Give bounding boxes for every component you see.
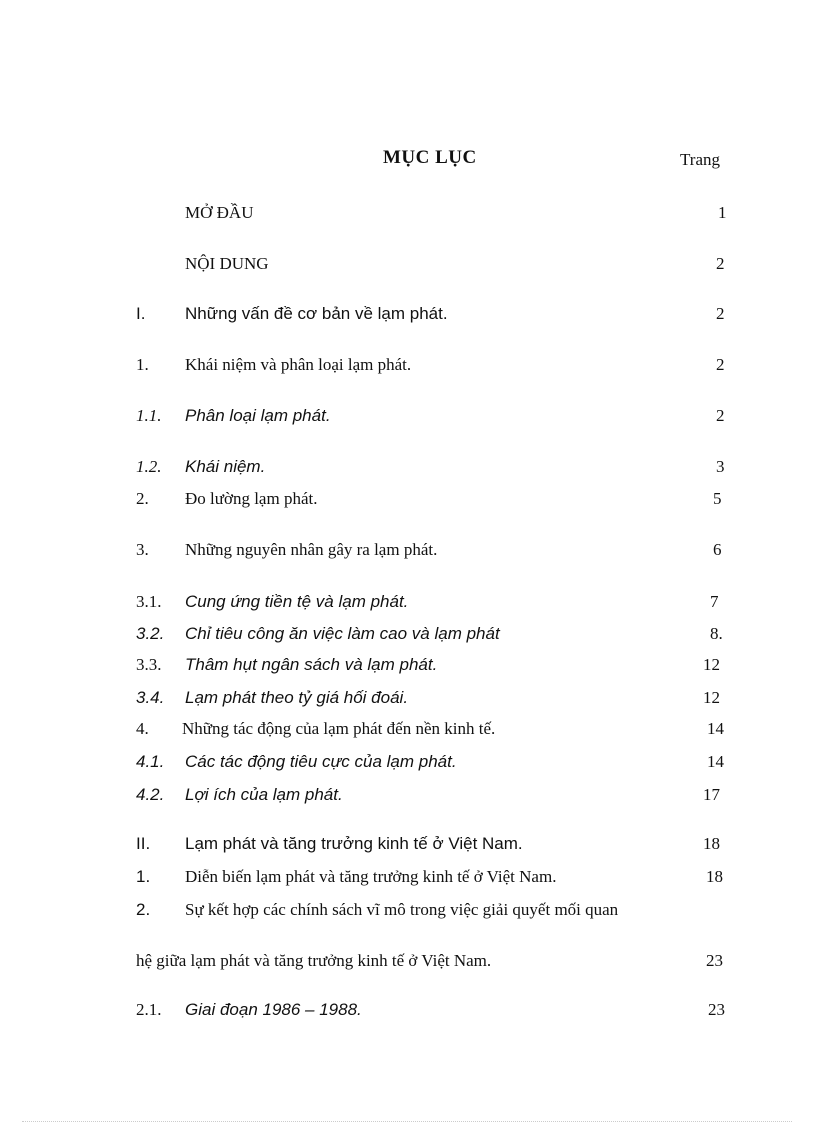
toc-entry-number: 3. — [136, 540, 149, 559]
toc-entry — [0, 867, 816, 891]
toc-entry-text: Diễn biến lạm phát và tăng trưởng kinh tế ở Việt Nam. — [185, 867, 557, 886]
toc-entry-text: Phân loại lạm phát. — [185, 406, 331, 425]
toc-entry — [0, 203, 816, 227]
toc-entry-number: 2. — [136, 900, 151, 919]
toc-entry-text: NỘI DUNG — [185, 254, 269, 273]
toc-entry-text: MỞ ĐẦU — [185, 203, 254, 222]
toc-entry-text: Lạm phát và tăng trưởng kinh tế ở Việt Nam. — [185, 834, 523, 853]
toc-entry-page: 5 — [713, 489, 722, 508]
toc-entry-text: Khái niệm. — [185, 457, 266, 476]
toc-entry-text: Sự kết hợp các chính sách vĩ mô trong việc giải quyết mối quan — [185, 900, 619, 919]
toc-entry-page: 23 — [706, 951, 723, 970]
toc-entry — [0, 254, 816, 278]
toc-entry-number: 4.2. — [136, 785, 165, 804]
toc-entry-text: Chỉ tiêu công ăn việc làm cao và lạm phát — [185, 624, 500, 643]
toc-entry — [0, 785, 816, 809]
toc-entry-number: I. — [136, 304, 146, 323]
toc-entry-page: 1 — [718, 203, 727, 222]
toc-entry — [0, 719, 816, 743]
toc-entry-page: 6 — [713, 540, 722, 559]
toc-entry-page: 2 — [716, 304, 725, 323]
toc-entry-text: Những nguyên nhân gây ra lạm phát. — [185, 540, 438, 559]
toc-entry-number: 2.1. — [136, 1000, 162, 1019]
toc-entry-page: 2 — [716, 254, 725, 273]
toc-entry-page: 14 — [707, 752, 724, 771]
toc-entry-page: 14 — [707, 719, 724, 738]
toc-entry-number: 1.1. — [136, 406, 162, 425]
toc-entry-text: Đo lường lạm phát. — [185, 489, 318, 508]
toc-entry-number: 3.1. — [136, 592, 162, 611]
toc-entry-text: hệ giữa lạm phát và tăng trưởng kinh tế ở Việt Nam. — [136, 951, 492, 970]
toc-entry-page: 18 — [706, 867, 723, 886]
toc-entry — [0, 355, 816, 379]
toc-entry-page: 23 — [708, 1000, 725, 1019]
toc-entry-number: 1. — [136, 867, 151, 886]
toc-entry — [0, 688, 816, 712]
toc-entry-text: Lạm phát theo tỷ giá hối đoái. — [185, 688, 409, 707]
toc-entry — [0, 624, 816, 648]
toc-entry-number: 3.4. — [136, 688, 165, 707]
toc-entry-number: 4.1. — [136, 752, 165, 771]
toc-entry — [0, 406, 816, 430]
page-column-label: Trang — [680, 150, 720, 169]
toc-entry-page: 2 — [716, 355, 725, 374]
toc-entry — [0, 457, 816, 481]
toc-entry — [0, 655, 816, 679]
toc-entry — [0, 540, 816, 564]
toc-entry-number: 4. — [136, 719, 149, 738]
toc-entry-text: Khái niệm và phân loại lạm phát. — [185, 355, 412, 374]
toc-entry-page: 12 — [703, 655, 720, 674]
page-title: MỤC LỤC — [383, 147, 477, 168]
toc-entry-number: 3.3. — [136, 655, 162, 674]
toc-entry — [0, 834, 816, 858]
toc-entry-page: 2 — [716, 406, 725, 425]
toc-entry-page: 8. — [710, 624, 723, 643]
toc-entry — [0, 489, 816, 513]
page-bottom-rule — [22, 1121, 792, 1122]
toc-entry-number: II. — [136, 834, 151, 853]
toc-entry-text: Cung ứng tiền tệ và lạm phát. — [185, 592, 409, 611]
toc-entry-number: 1. — [136, 355, 149, 374]
toc-entry-page: 3 — [716, 457, 725, 476]
toc-entry — [0, 592, 816, 616]
toc-entry — [0, 1000, 816, 1024]
toc-entry-text: Những vấn đề cơ bản về lạm phát. — [185, 304, 448, 323]
toc-entry-text: Các tác động tiêu cực của lạm phát. — [185, 752, 457, 771]
toc-entry-page: 17 — [703, 785, 720, 804]
toc-entry — [0, 752, 816, 776]
toc-entry-text: Thâm hụt ngân sách và lạm phát. — [185, 655, 438, 674]
toc-entry-page: 18 — [703, 834, 720, 853]
toc-entry-page: 12 — [703, 688, 720, 707]
toc-entry — [0, 900, 816, 924]
toc-entry — [0, 951, 816, 975]
toc-entry-text: Lợi ích của lạm phát. — [185, 785, 343, 804]
toc-entry-number: 2. — [136, 489, 149, 508]
toc-entry — [0, 304, 816, 328]
toc-entry-number: 1.2. — [136, 457, 162, 476]
toc-entry-text: Giai đoạn 1986 – 1988. — [185, 1000, 362, 1019]
toc-entry-page: 7 — [710, 592, 719, 611]
toc-entry-number: 3.2. — [136, 624, 165, 643]
toc-entry-text: Những tác động của lạm phát đến nền kinh tế. — [182, 719, 496, 738]
